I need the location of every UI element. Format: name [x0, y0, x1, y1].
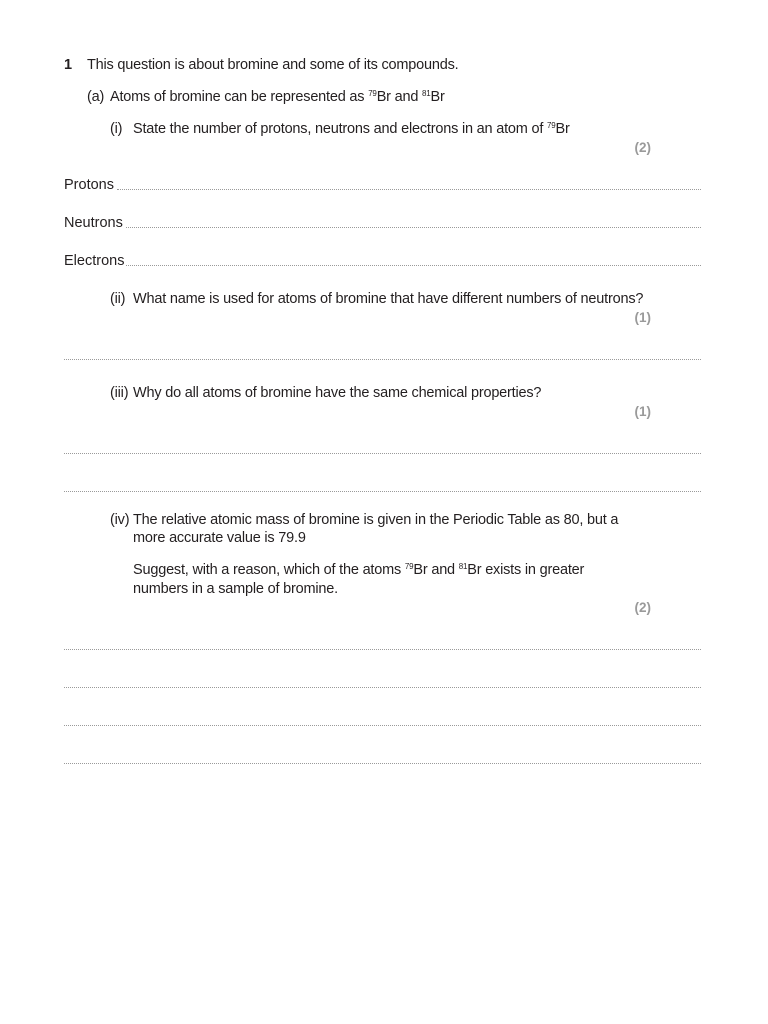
part-iv-line-4: numbers in a sample of bromine.	[133, 581, 338, 597]
part-i-label: (i)	[110, 121, 123, 137]
part-iii-text: Why do all atoms of bromine have the same chemical properties?	[133, 385, 542, 401]
part-ii-text: What name is used for atoms of bromine that have different numbers of neutrons?	[133, 291, 644, 307]
part-ii-label: (ii)	[110, 291, 126, 307]
neutrons-label: Neutrons	[64, 215, 123, 231]
part-iv-suggest: Suggest, with a reason, which of the atoms $^{79}$Br and $^{81}$Br exists in greater	[133, 562, 585, 578]
electrons-label: Electrons	[64, 253, 125, 269]
protons-label: Protons	[64, 177, 114, 193]
part-iv-label: (iv)	[110, 512, 130, 528]
part-iv-line-2: more accurate value is 79.9	[133, 530, 306, 546]
part-iii-marks: (1)	[634, 404, 651, 419]
part-i-text: State the number of protons, neutrons and electrons in an atom of $^{79}$Br	[133, 121, 570, 137]
question-number: 1	[64, 57, 72, 73]
neutrons-answer-line[interactable]	[126, 227, 701, 228]
part-ii-marks: (1)	[634, 310, 651, 325]
electrons-answer-line[interactable]	[126, 265, 701, 266]
part-iv-answer-line-3[interactable]	[64, 725, 701, 726]
part-iii-answer-line-2[interactable]	[64, 491, 701, 492]
protons-answer-line[interactable]	[117, 189, 701, 190]
question-intro: This question is about bromine and some of its compounds.	[87, 57, 459, 73]
part-a-text: Atoms of bromine can be represented as $^{79}$Br and $^{81}$Br	[110, 89, 445, 105]
part-iv-answer-line-1[interactable]	[64, 649, 701, 650]
part-iv-marks: (2)	[634, 600, 651, 615]
part-ii-answer-line[interactable]	[64, 359, 701, 360]
part-i-marks: (2)	[634, 140, 651, 155]
part-iii-label: (iii)	[110, 385, 129, 401]
part-iii-answer-line-1[interactable]	[64, 453, 701, 454]
part-iv-answer-line-4[interactable]	[64, 763, 701, 764]
part-iv-line-1: The relative atomic mass of bromine is given in the Periodic Table as 80, but a	[133, 512, 619, 528]
part-a-label: (a)	[87, 89, 105, 105]
part-iv-answer-line-2[interactable]	[64, 687, 701, 688]
